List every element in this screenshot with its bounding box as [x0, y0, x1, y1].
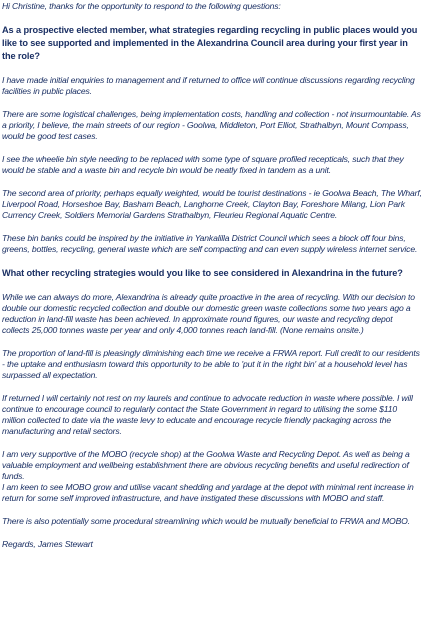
letter-page	[2, 1, 422, 550]
answer-1-paragraph: The second area of priority, perhaps equally weighted, would be tourist destinations - ie Goolwa Beach, The Wharf, Liverpool Road, Horseshoe Bay, Basham Beach, Langhorne Creek, Clayton Bay, Foreshore Milang, Lion Park Currency Creek, Soldiers Memorial Gardens Strathalbyn, Fleurieu Regional Aquatic Centre.	[2, 188, 422, 220]
mobo-paragraph: I am very supportive of the MOBO (recycle shop) at the Goolwa Waste and Recycling Depot. As well as being a valuable employment and wellbeing establishment there are obvious recycling benefits and useful redirection of funds.	[2, 449, 410, 481]
answer-1-paragraph: There are some logistical challenges, being implementation costs, handling and collection - not insurmountable. As a priority, I believe, the main streets of our region - Goolwa, Middleton, Port Elliot, Strathalbyn, Mount Compass, would be good test cases.	[2, 109, 421, 141]
greeting: Hi Christine, thanks for the opportunity to respond to the following questions:	[2, 1, 281, 11]
answer-1-paragraph: I have made initial enquiries to management and if returned to office will continue discussions regarding recycling facilities in public places.	[2, 75, 415, 96]
sign-off: Regards, James Stewart	[2, 539, 93, 549]
question-2-heading: What other recycling strategies would you like to see considered in Alexandrina in the future?	[2, 268, 403, 278]
mobo-paragraph: I am keen to see MOBO grow and utilise vacant shedding and yardage at the depot with minimal rent increase in return for some self improved infrastructure, and have instigated these discussions with MOBO and staff.	[2, 482, 414, 503]
question-1-heading: As a prospective elected member, what strategies regarding recycling in public places would you like to see supported and implemented in the Alexandrina Council area during your first year in the role?	[2, 25, 418, 61]
answer-2-paragraph: If returned I will certainly not rest on my laurels and continue to advocate reduction in waste where possible. I will continue to encourage council to regularly contact the State Government in regard to utilising the some $110 million collected to date via the waste levy to educate and encourage recycle friendly packaging across the manufacturing and retail sectors.	[2, 393, 413, 436]
answer-2-paragraph: The proportion of land-fill is pleasingly diminishing each time we receive a FRWA report. Full credit to our residents - the uptake and enthusiasm toward this opportunity to be able to 'put it in the right bin' at a household level has surpassed all expectation.	[2, 348, 420, 380]
answer-1-paragraph: These bin banks could be inspired by the initiative in Yankalilla District Council which sees a block off four bins, greens, bottles, recycling, general waste which are self compacting and can even supply wireless internet service.	[2, 233, 418, 254]
answer-2-paragraph: While we can always do more, Alexandrina is already quite proactive in the area of recycling. With our decision to double our domestic recycled collection and double our domestic green waste collections some two years ago a reduction in land-fill waste has been achieved. In approximate round figures, our waste and recycling depot collects 25,000 tonnes waste per year and only 4,000 tonnes reach land-fill. (None remains onsite.)	[2, 292, 415, 335]
answer-1-paragraph: I see the wheelie bin style needing to be replaced with some type of square profiled recepticals, such that they would be stable and a waste bin and recycle bin would be neatly fixed in tandem as a unit.	[2, 154, 404, 175]
closing-note: There is also potentially some procedural streamlining which would be mutually beneficial to FRWA and MOBO.	[2, 516, 410, 526]
